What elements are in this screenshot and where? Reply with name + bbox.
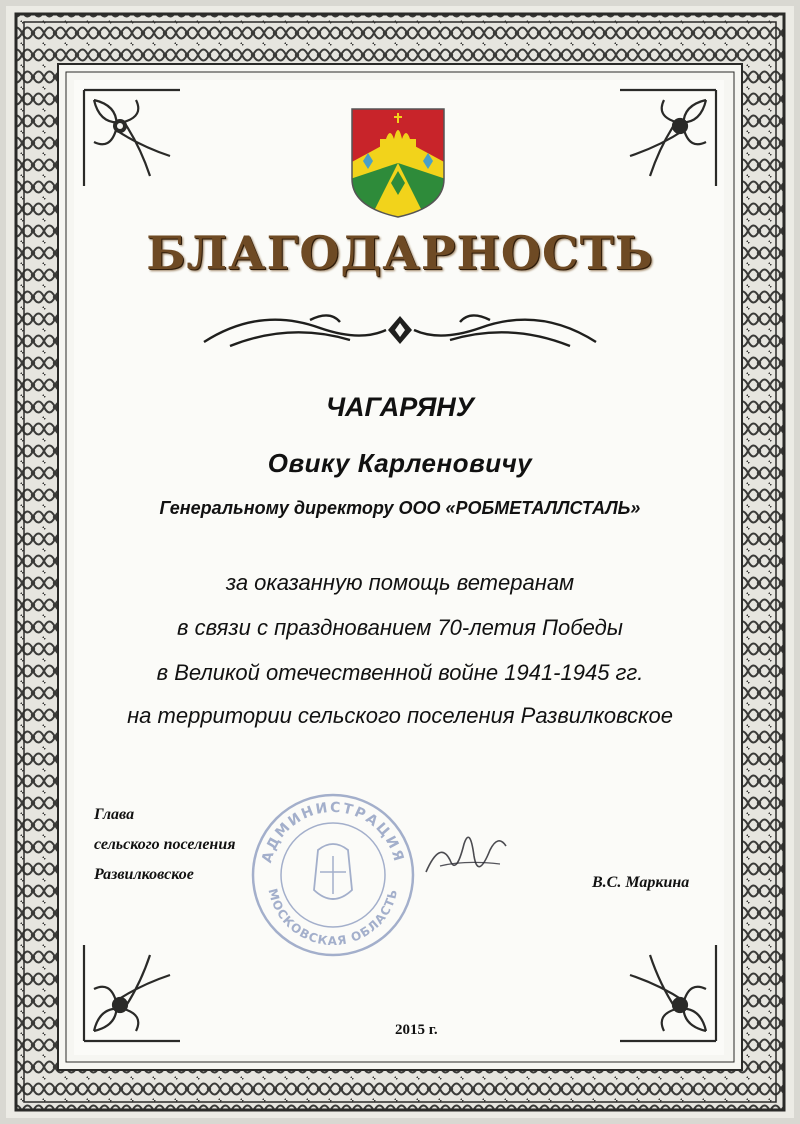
issue-year: 2015 г. [395, 1022, 438, 1038]
corner-ornament-top-right [610, 86, 720, 196]
ornamental-flourish-icon [200, 302, 600, 358]
recipient-name: Овику Карленовичу [267, 448, 533, 478]
reason-line-4: на территории сельского поселения Развилковское [127, 703, 673, 728]
corner-ornament-bottom-left [80, 935, 190, 1045]
reason-line-1: за оказанную помощь ветеранам [225, 570, 575, 595]
reason-line-3: в Великой отечественной войне 1941-1945 гг. [156, 660, 644, 685]
signatory-title-line-1: Глава [94, 806, 135, 823]
recipient-position: Генеральному директору ООО «РОБМЕТАЛЛСТАЛЬ» [159, 498, 641, 518]
corner-ornament-bottom-right [610, 935, 720, 1045]
handwritten-signature [420, 820, 510, 890]
certificate-title: БЛАГОДАРНОСТЬ [146, 226, 654, 280]
corner-ornament-top-left [80, 86, 190, 196]
coat-of-arms-icon [350, 107, 446, 219]
reason-line-2: в связи с празднованием 70-летия Победы [177, 615, 623, 640]
signatory-title-line-2: сельского поселения [94, 836, 236, 853]
svg-text:АДМИНИСТРАЦИЯ: АДМИНИСТРАЦИЯ [259, 799, 407, 865]
signatory-name: В.С. Маркина [592, 874, 690, 891]
svg-text:МОСКОВСКАЯ ОБЛАСТЬ: МОСКОВСКАЯ ОБЛАСТЬ [265, 887, 401, 949]
signatory-title [94, 800, 235, 890]
official-stamp-icon [248, 790, 418, 960]
recipient-surname: ЧАГАРЯНУ [325, 392, 475, 422]
signatory-title-line-3: Развилковское [94, 866, 194, 883]
